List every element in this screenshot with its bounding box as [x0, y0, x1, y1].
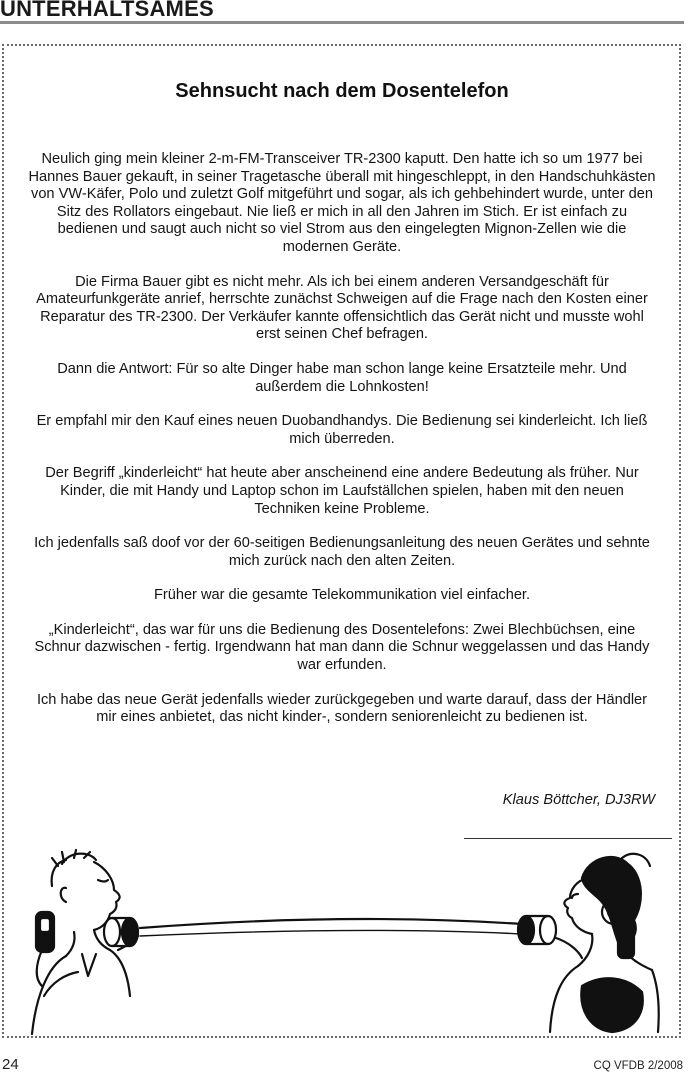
section-header: UNTERHALTSAMES	[0, 0, 214, 21]
header-rule	[0, 21, 684, 24]
author-signature: Klaus Böttcher, DJ3RW	[502, 792, 655, 808]
page-number: 24	[2, 1056, 19, 1073]
article-title: Sehnsucht nach dem Dosentelefon	[175, 80, 509, 102]
paragraph: Ich habe das neue Gerät jedenfalls wieder zurückgegeben und warte darauf, dass der Händler mir eines anbietet, das nicht kinder-, sondern seniorenleicht zu bedienen ist.	[36, 691, 648, 726]
paragraph: Der Begriff „kinderleicht“ hat heute aber anscheinend eine andere Bedeutung als früher. Nur Kinder, die mit Handy und Laptop schon im Laufställchen spielen, haben mit den neuen Techniken keine Probleme.	[45, 465, 639, 517]
paragraph: „Kinderleicht“, das war für uns die Bedienung des Dosentelefons: Zwei Blechbüchsen, eine Schnur dazwischen - fertig. Irgendwann hat man dann die Schnur weggelassen und das Handy war erfunden.	[34, 621, 650, 674]
paragraph: Er empfahl mir den Kauf eines neuen Duobandhandys. Die Bedienung sei kinderleicht. Ich ließ mich überreden.	[36, 413, 648, 447]
paragraph: Die Firma Bauer gibt es nicht mehr. Als ich bei einem anderen Versandgeschäft für Amateurfunkgeräte anrief, herrschte zunächst Schweigen auf die Frage nach den Kosten einer Reparatur des TR-2300. Der Verkäufer kannte offensichtlich das Gerät nicht und musste wohl erst seinen Chef befragen.	[36, 273, 648, 343]
tin-can-telephone-icon	[22, 846, 662, 1036]
article-body	[28, 151, 656, 744]
paragraph: Ich jedenfalls saß doof vor der 60-seitigen Bedienungsanleitung des neuen Gerätes und sehnte mich zurück nach den alten Zeiten.	[34, 535, 650, 569]
paragraph: Neulich ging mein kleiner 2-m-FM-Transceiver TR-2300 kaputt. Den hatte ich so um 1977 bei Hannes Bauer gekauft, in seiner Tragetasche überall mit hingeschleppt, in den Handschuhkästen von VW-Käfer, Polo und zuletzt Golf mitgeführt und sogar, als ich gehbehindert wurde, unter den Sitz des Rollators eingebaut. Nie ließ er mich in all den Jahren im Stich. Er ist einfach zu bedienen und saugt auch nicht so viel Strom aus den eingelegten Mignon-Zellen wie die modernen Geräte.	[28, 151, 656, 255]
paragraph: Früher war die gesamte Telekommunikation viel einfacher.	[153, 587, 531, 604]
signature-rule	[464, 838, 672, 839]
journal-reference: CQ VFDB 2/2008	[593, 1060, 683, 1072]
paragraph: Dann die Antwort: Für so alte Dinger habe man schon lange keine Ersatzteile mehr. Und außerdem die Lohnkosten!	[57, 360, 627, 395]
